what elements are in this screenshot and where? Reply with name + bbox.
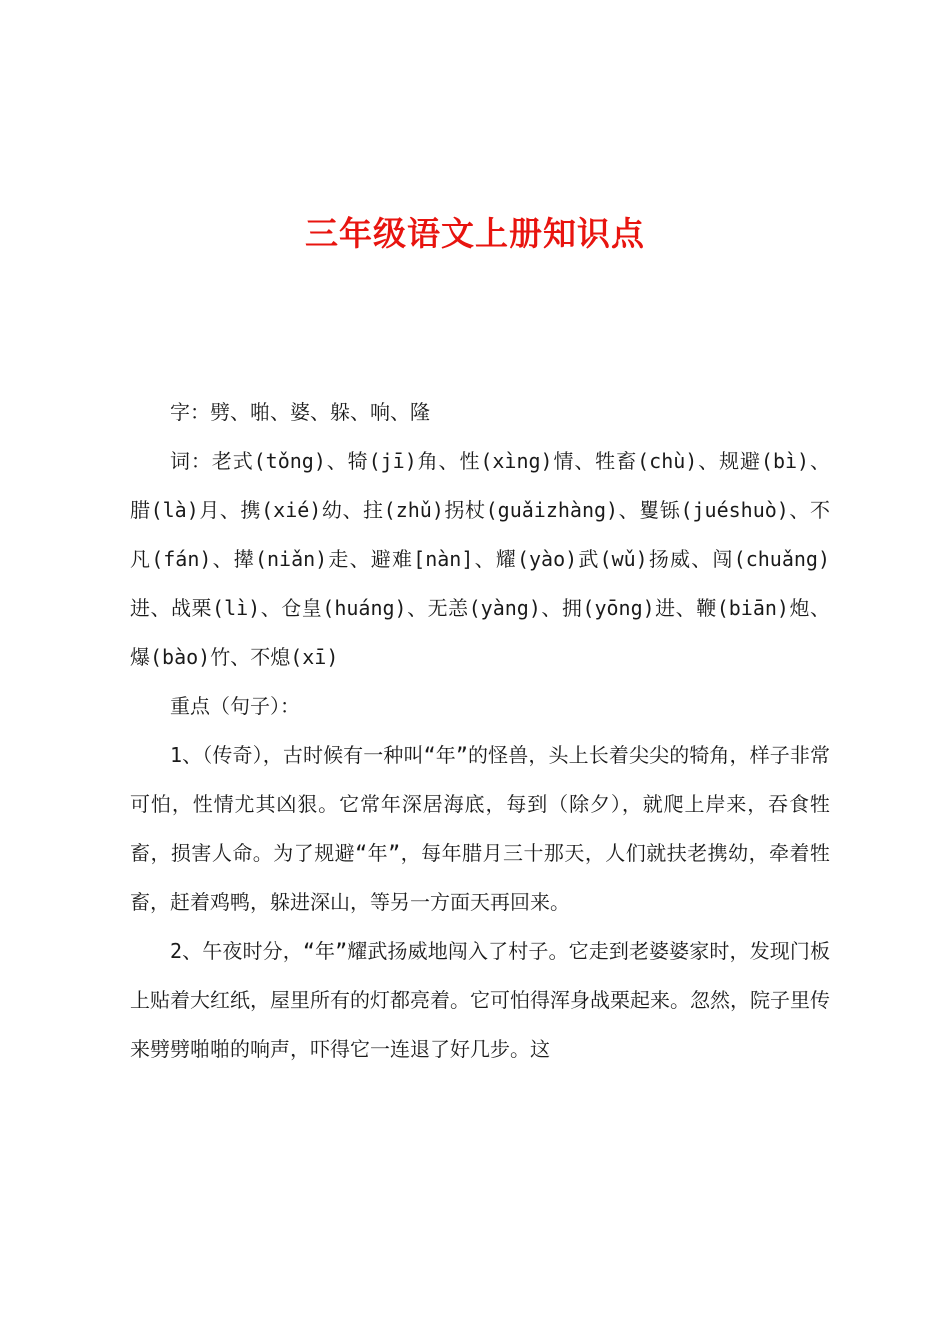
characters-paragraph: 字：劈、啪、婆、躲、响、隆 [170, 400, 430, 424]
document-title: 三年级语文上册知识点 [305, 214, 645, 253]
document-body [130, 388, 830, 1074]
key-sentences-heading: 重点（句子）： [170, 694, 300, 718]
sentence-paragraph-2: 2、午夜时分，“年”耀武扬威地闯入了村子。它走到老婆婆家时，发现门板上贴着大红纸，屋里所有的灯都亮着。它可怕得浑身战栗起来。忽然，院子里传来劈劈啪啪的响声，吓得它一连退了好几步。这 [130, 939, 830, 1061]
sentence-paragraph-1: 1、（传奇），古时候有一种叫“年”的怪兽，头上长着尖尖的犄角，样子非常可怕，性情尤其凶狠。它常年深居海底，每到（除夕），就爬上岸来，吞食牲畜，损害人命。为了规避“年”，每年腊月三十那天，人们就扶老携幼，牵着牲畜，赶着鸡鸭，躲进深山，等另一方面天再回来。 [130, 743, 830, 914]
vocabulary-paragraph: 词：老式(tǒng)、犄(jī)角、性(xìng)情、牲畜(chù)、规避(bì)、腊(là)月、携(xié)幼、拄(zhǔ)拐杖(guǎizhàng)、矍铄(juéshuò)、不凡(fán)、撵(niǎn)走、避难[nàn]、耀(yào)武(wǔ)扬威、闯(chuǎng)进、战栗(lì)、仓皇(huáng)、无恙(yàng)、拥(yōng)进、鞭(biān)炮、爆(bào)竹、不熄(xī) [130, 449, 830, 669]
